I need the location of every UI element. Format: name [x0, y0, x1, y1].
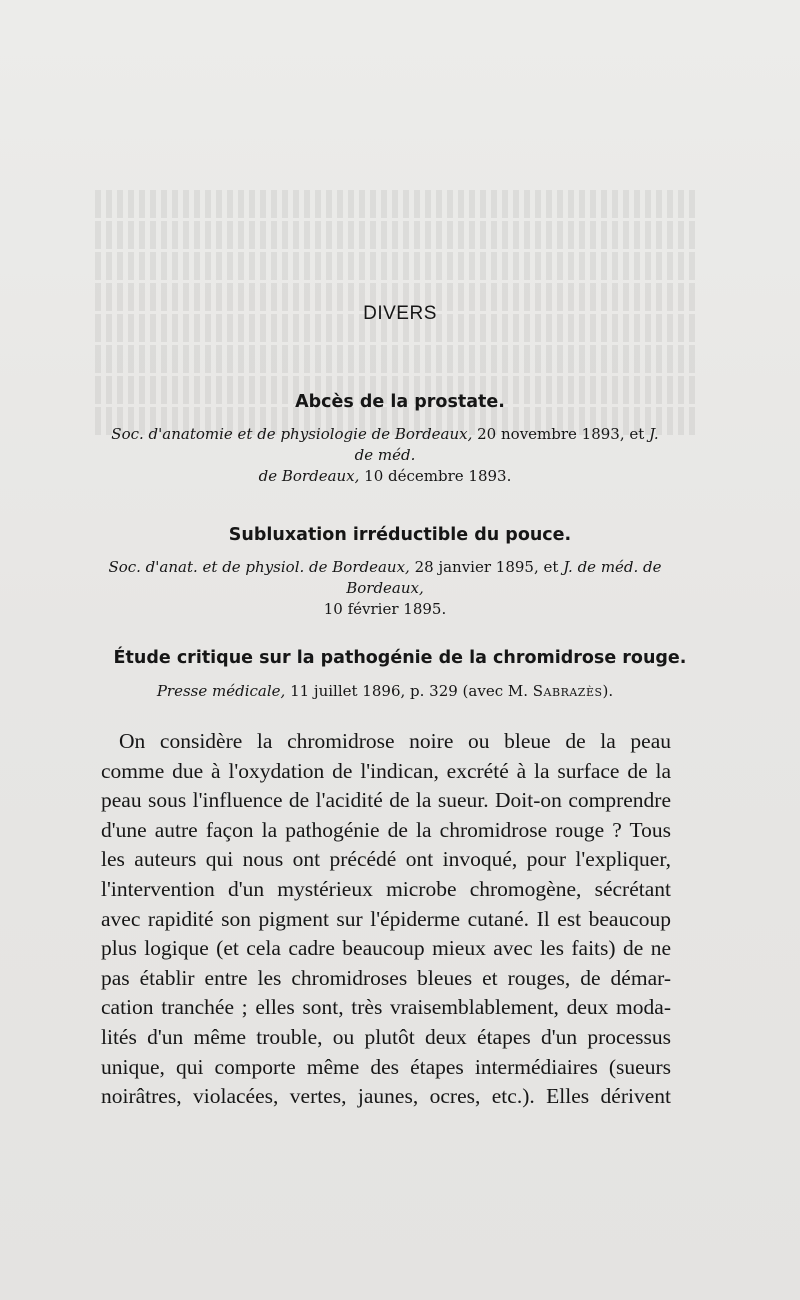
body-line: l'intervention d'un mystérieux microbe chromogène, sécrétant — [101, 876, 671, 901]
body-paragraph — [101, 727, 671, 1112]
body-line: peau sous l'influence de l'acidité de la sueur. Doit-on comprendre — [101, 788, 671, 813]
reference-line: Soc. d'anatomie et de physiologie de Bordeaux, 20 novembre 1893, et J. de méd. — [111, 425, 659, 464]
entry-heading-pouce: Subluxation irréductible du pouce. — [228, 525, 572, 545]
reference-line: de Bordeaux, 10 décembre 1893. — [258, 467, 512, 485]
entry-heading-prostate: Abcès de la prostate. — [295, 392, 505, 412]
entry-heading-chromidrose: Étude critique sur la pathogénie de la chromidrose rouge. — [113, 648, 687, 668]
body-line: les auteurs qui nous ont précédé ont invoqué, pour l'expliquer, — [101, 847, 671, 872]
body-line: cation tranchée ; elles sont, très vraisemblablement, deux moda- — [101, 995, 671, 1020]
body-line: noirâtres, violacées, vertes, jaunes, ocres, etc.). Elles dérivent — [101, 1084, 671, 1109]
body-line: pas établir entre les chromidroses bleues et rouges, de démar- — [101, 965, 671, 990]
body-line: d'une autre façon la pathogénie de la chromidrose rouge ? Tous — [101, 817, 671, 842]
body-line: comme due à l'oxydation de l'indican, excrété à la surface de la — [101, 758, 671, 783]
entry-reference-pouce — [100, 557, 670, 620]
body-line: On considère la chromidrose noire ou bleue de la peau — [119, 729, 671, 753]
body-line: plus logique (et cela cadre beaucoup mieux avec les faits) de ne — [101, 936, 671, 961]
body-line: avec rapidité son pigment sur l'épiderme cutané. Il est beaucoup — [101, 906, 671, 931]
reference-line: Presse médicale, 11 juillet 1896, p. 329 (avec M. Sabrazès). — [156, 682, 614, 700]
reference-line: Soc. d'anat. et de physiol. de Bordeaux, 28 janvier 1895, et J. de méd. de Bordeaux, — [108, 558, 662, 597]
body-line: lités d'un même trouble, ou plutôt deux étapes d'un processus — [101, 1024, 671, 1049]
entry-reference-prostate — [100, 424, 670, 487]
section-title: DIVERS — [363, 303, 437, 324]
reference-line: 10 février 1895. — [323, 600, 447, 618]
entry-reference-chromidrose — [100, 681, 670, 702]
body-line: unique, qui comporte même des étapes intermédiaires (sueurs — [101, 1054, 671, 1079]
